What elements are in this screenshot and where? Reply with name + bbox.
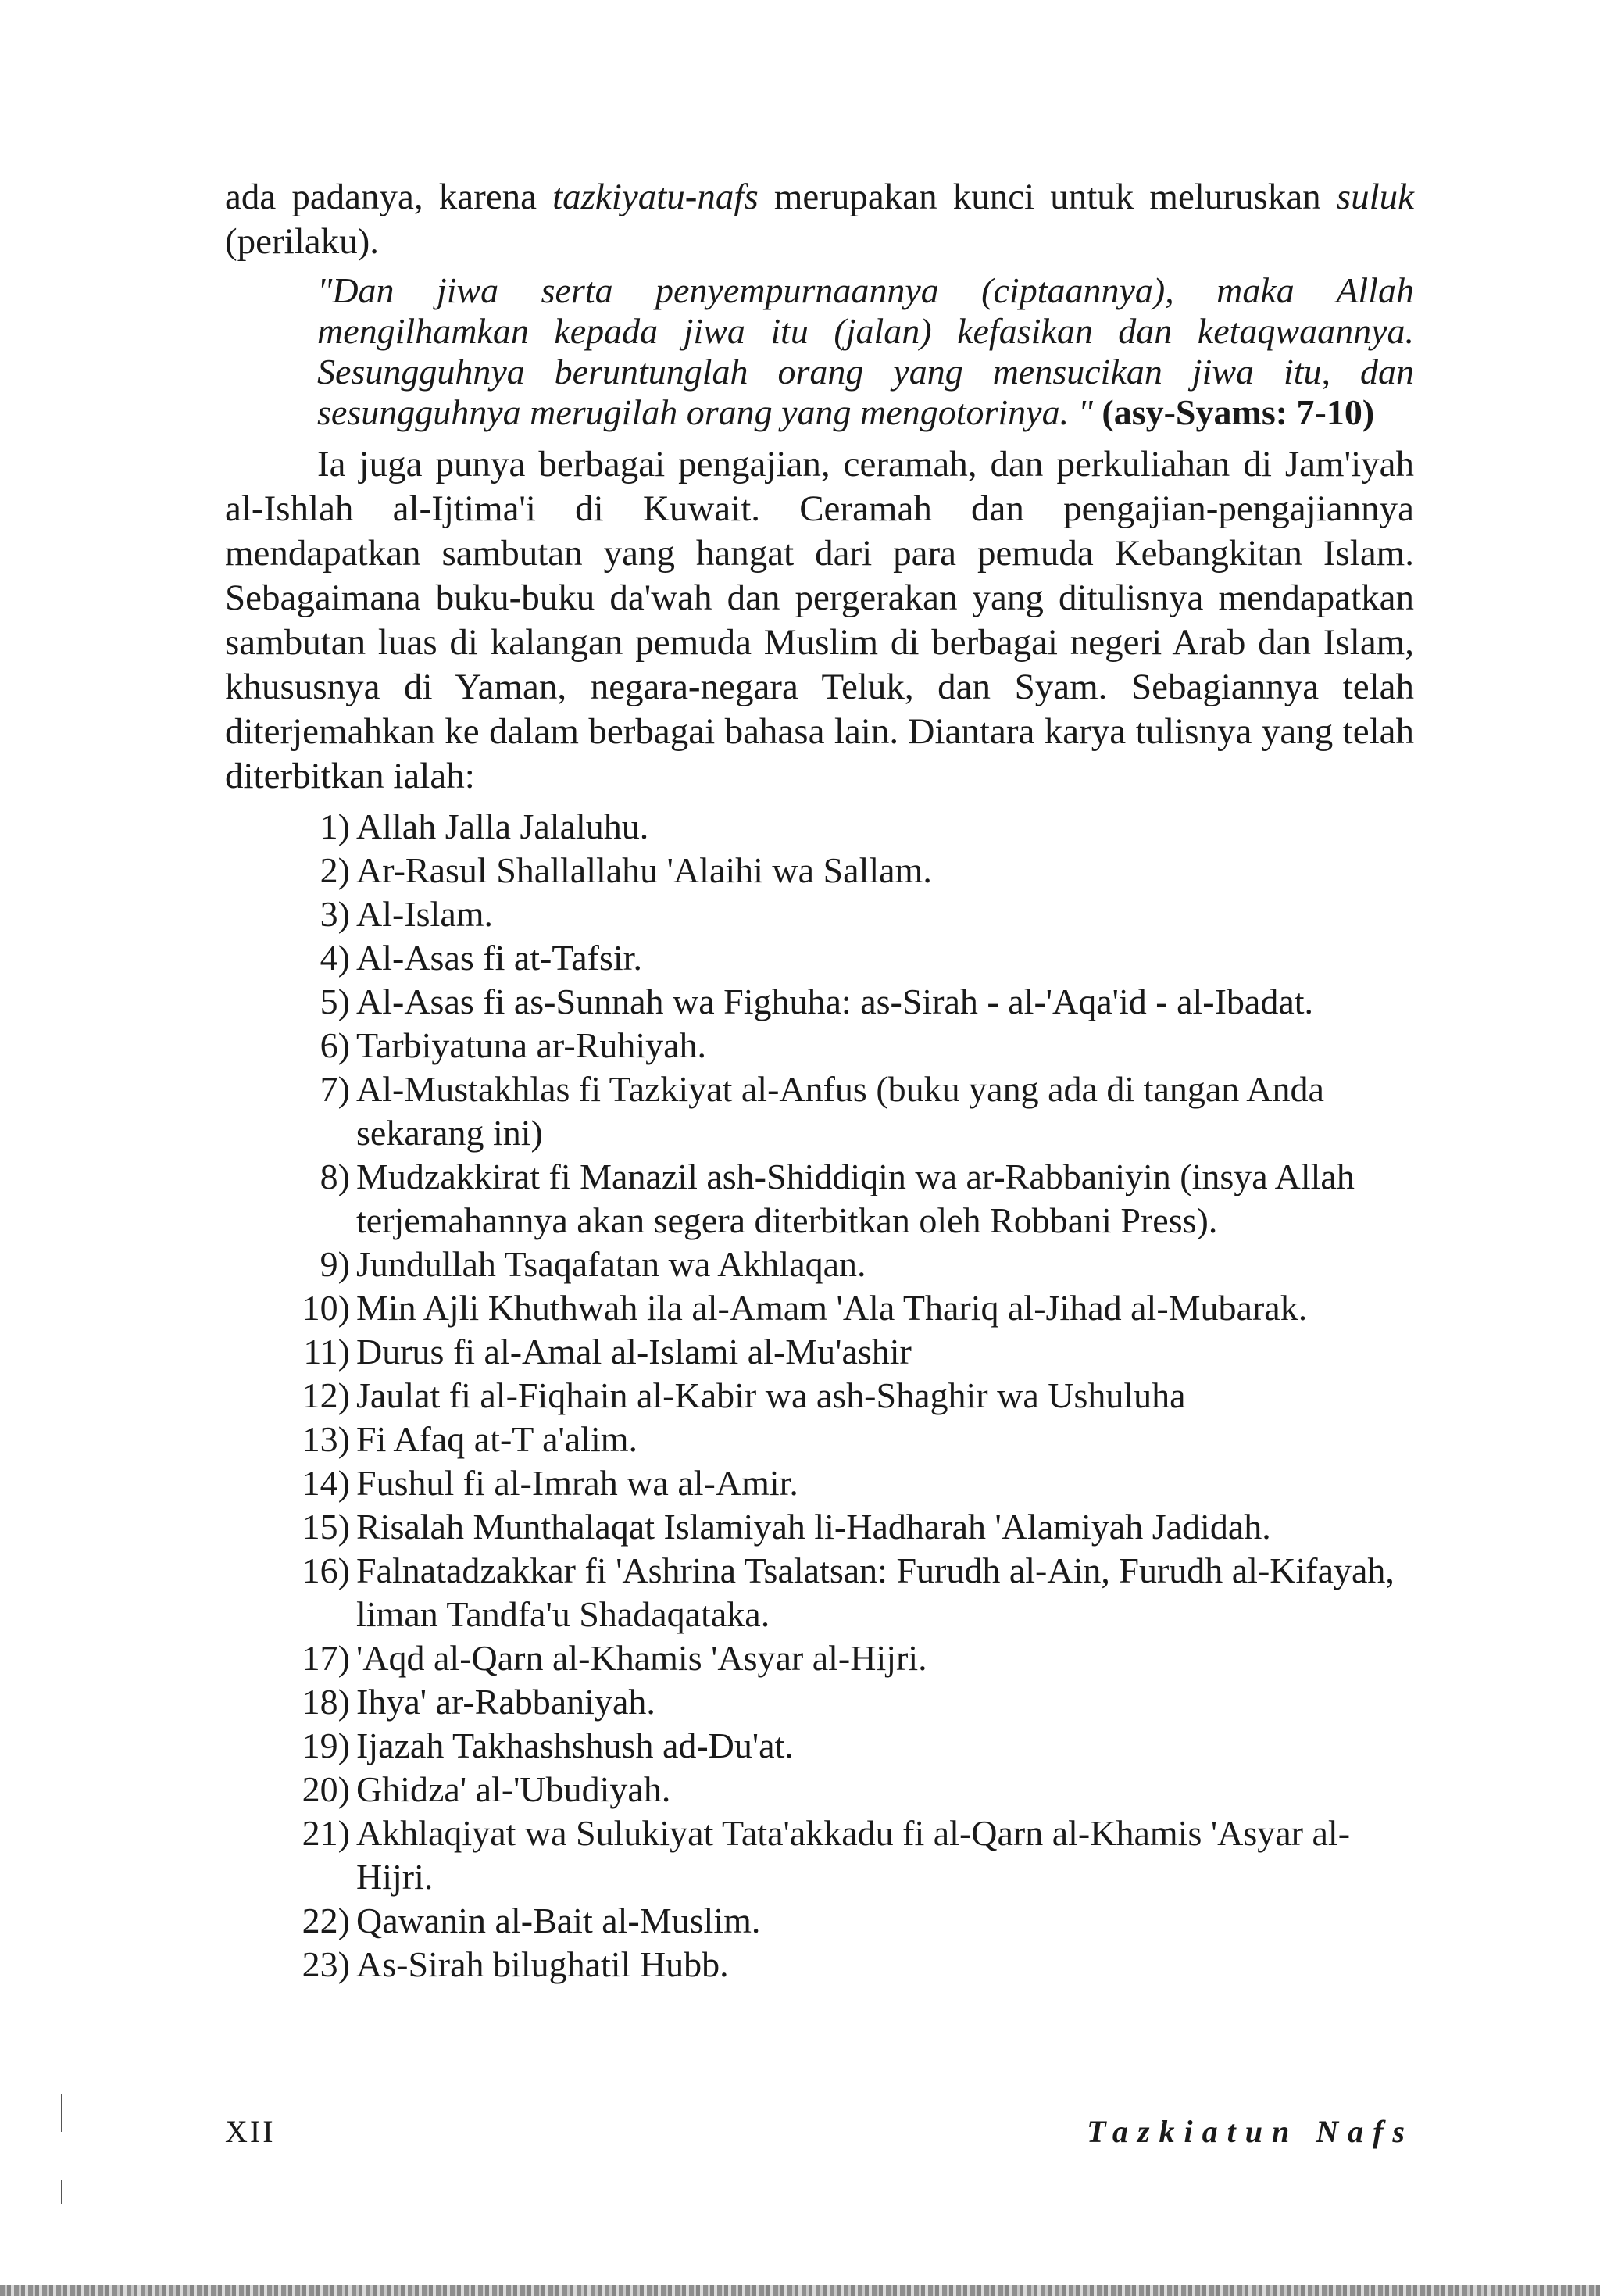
intro-term-suluk: suluk xyxy=(1336,177,1414,217)
quote-source: (asy-Syams: 7-10) xyxy=(1092,392,1375,432)
list-item xyxy=(225,1374,1414,1418)
list-item-title: Qawanin al-Bait al-Muslim. xyxy=(356,1901,761,1940)
scan-edge-mark xyxy=(61,2180,62,2204)
list-item-title: Al-Asas fi at-Tafsir. xyxy=(356,938,642,978)
list-item-title: Ar-Rasul Shallallahu 'Alaihi wa Sallam. xyxy=(356,850,932,890)
list-item-title: Al-Asas fi as-Sunnah wa Fighuha: as-Sirah - al-'Aqa'id - al-Ibadat. xyxy=(356,982,1314,1021)
quran-quote xyxy=(317,270,1414,433)
body-paragraph: Ia juga punya berbagai pengajian, ceramah, dan perkuliahan di Jam'iyah al-Ishlah al-Ijtima'i di Kuwait. Ceramah dan pengajian-pengajiannya mendapatkan sambutan yang hangat dari para pemuda Kebangkitan Islam. Sebagaimana buku-buku da'wah dan pergerakan yang ditulisnya mendapatkan sambutan luas di kalangan pemuda Muslim di berbagai negeri Arab dan Islam, khususnya di Yaman, negara-negara Teluk, dan Syam. Sebagiannya telah diterjemahkan ke dalam berbagai bahasa lain. Diantara karya tulisnya yang telah diterbitkan ialah: xyxy=(225,444,1414,796)
list-item-number: 19) xyxy=(302,1726,350,1765)
running-title: Tazkiatun Nafs xyxy=(1087,2114,1414,2149)
list-item-title: Akhlaqiyat wa Sulukiyat Tata'akkadu fi al-Qarn al-Khamis 'Asyar al-Hijri. xyxy=(356,1813,1351,1897)
list-item-number: 14) xyxy=(302,1463,350,1503)
list-item-title: Al-Mustakhlas fi Tazkiyat al-Anfus (buku yang ada di tangan Anda sekarang ini) xyxy=(356,1069,1324,1153)
list-item-number: 22) xyxy=(302,1901,350,1940)
list-item xyxy=(225,1724,1414,1768)
list-item-number: 12) xyxy=(302,1375,350,1415)
list-item-number: 15) xyxy=(302,1507,350,1547)
list-item-title: Allah Jalla Jalaluhu. xyxy=(356,806,649,846)
list-item-title: Fushul fi al-Imrah wa al-Amir. xyxy=(356,1463,798,1503)
list-item xyxy=(225,1068,1414,1155)
list-item-number: 1) xyxy=(320,806,350,846)
list-item xyxy=(225,1024,1414,1068)
list-item-title: Jaulat fi al-Fiqhain al-Kabir wa ash-Shaghir wa Ushuluha xyxy=(356,1375,1186,1415)
list-item xyxy=(225,1418,1414,1461)
page-body xyxy=(225,175,1414,1987)
list-item-title: Ghidza' al-'Ubudiyah. xyxy=(356,1769,671,1809)
list-item-number: 8) xyxy=(320,1157,350,1196)
list-item-title: Ihya' ar-Rabbaniyah. xyxy=(356,1682,655,1722)
page-number: XII xyxy=(225,2114,276,2149)
list-item-title: Risalah Munthalaqat Islamiyah li-Hadharah 'Alamiyah Jadidah. xyxy=(356,1507,1271,1547)
list-item xyxy=(225,1505,1414,1549)
list-item-title: Mudzakkirat fi Manazil ash-Shiddiqin wa ar-Rabbaniyin (insya Allah terjemahannya akan segera diterbitkan oleh Robbani Press). xyxy=(356,1157,1355,1240)
list-item-title: 'Aqd al-Qarn al-Khamis 'Asyar al-Hijri. xyxy=(356,1638,927,1678)
list-item xyxy=(225,1811,1414,1899)
list-item xyxy=(225,1549,1414,1636)
list-item xyxy=(225,1636,1414,1680)
list-item xyxy=(225,1768,1414,1811)
list-item xyxy=(225,892,1414,936)
list-item-number: 4) xyxy=(320,938,350,978)
list-item-number: 20) xyxy=(302,1769,350,1809)
list-item-number: 3) xyxy=(320,894,350,934)
list-item-number: 2) xyxy=(320,850,350,890)
list-item xyxy=(225,1899,1414,1943)
works-list xyxy=(225,805,1414,1987)
list-item-title: Fi Afaq at-T a'alim. xyxy=(356,1419,638,1459)
scan-artifact-strip xyxy=(0,2285,1600,2296)
page-footer xyxy=(225,2113,1414,2160)
list-item-number: 18) xyxy=(302,1682,350,1722)
list-item xyxy=(225,1680,1414,1724)
list-item-title: Ijazah Takhashshush ad-Du'at. xyxy=(356,1726,794,1765)
list-item-number: 10) xyxy=(302,1288,350,1328)
intro-term-tazkiyatu: tazkiyatu-nafs xyxy=(552,177,759,217)
list-item-number: 6) xyxy=(320,1025,350,1065)
list-item xyxy=(225,849,1414,892)
intro-paragraph xyxy=(225,175,1414,264)
list-item-number: 21) xyxy=(302,1813,350,1853)
list-item-title: Tarbiyatuna ar-Ruhiyah. xyxy=(356,1025,707,1065)
list-item-title: Falnatadzakkar fi 'Ashrina Tsalatsan: Furudh al-Ain, Furudh al-Kifayah, liman Tandfa'u Shadaqataka. xyxy=(356,1550,1395,1634)
quote-text: "Dan jiwa serta penyempurnaannya (ciptaannya), maka Allah mengilhamkan kepada jiwa itu (jalan) kefasikan dan ketaqwaannya. Sesungguhnya beruntunglah orang yang mensucikan jiwa itu, dan sesungguhnya merugilah orang yang mengotorinya. " xyxy=(317,270,1414,432)
list-item xyxy=(225,1461,1414,1505)
list-item-number: 7) xyxy=(320,1069,350,1109)
list-item xyxy=(225,980,1414,1024)
list-item xyxy=(225,805,1414,849)
intro-text: (perilaku). xyxy=(225,221,380,262)
list-item xyxy=(225,1243,1414,1286)
scan-edge-mark xyxy=(61,2094,62,2132)
list-item-number: 11) xyxy=(303,1332,350,1372)
list-item xyxy=(225,1943,1414,1987)
list-item xyxy=(225,1286,1414,1330)
list-item-title: As-Sirah bilughatil Hubb. xyxy=(356,1944,729,1984)
list-item-number: 16) xyxy=(302,1550,350,1590)
list-item-number: 5) xyxy=(320,982,350,1021)
list-item xyxy=(225,1155,1414,1243)
list-item-number: 9) xyxy=(320,1244,350,1284)
list-item xyxy=(225,1330,1414,1374)
list-item-title: Al-Islam. xyxy=(356,894,494,934)
intro-text: merupakan kunci untuk meluruskan xyxy=(758,177,1337,217)
list-item-title: Jundullah Tsaqafatan wa Akhlaqan. xyxy=(356,1244,866,1284)
list-item-number: 23) xyxy=(302,1944,350,1984)
list-item-title: Durus fi al-Amal al-Islami al-Mu'ashir xyxy=(356,1332,912,1372)
list-item-title: Min Ajli Khuthwah ila al-Amam 'Ala Thariq al-Jihad al-Mubarak. xyxy=(356,1288,1308,1328)
list-item xyxy=(225,936,1414,980)
list-item-number: 13) xyxy=(302,1419,350,1459)
list-item-number: 17) xyxy=(302,1638,350,1678)
intro-text: ada padanya, karena xyxy=(225,177,553,217)
